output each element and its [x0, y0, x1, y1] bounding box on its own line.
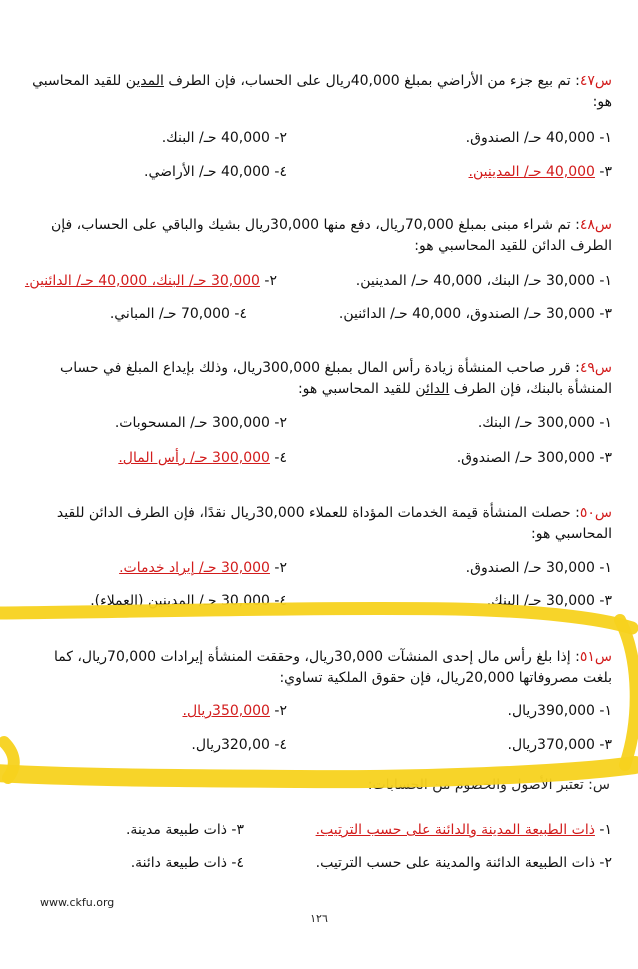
- answer-option-2: ٢- 40,000 حـ/ البنك.: [161, 130, 287, 146]
- answer-option-1: [316, 822, 612, 838]
- question-text-end: للقيد المحاسبي هو:: [32, 73, 612, 110]
- question-text-end: للقيد المحاسبي هو:: [297, 381, 416, 397]
- question-number: س٥١: [579, 649, 612, 665]
- answer-option-4: [118, 450, 287, 466]
- answer-option-4: ٤- 320,00ريال.: [191, 737, 287, 753]
- answer-row: [22, 273, 612, 295]
- answer-option-4: ٤- 40,000 حـ/ الأراضي.: [144, 164, 287, 180]
- question-number: س٤٨: [579, 217, 612, 233]
- answer-row: [22, 703, 612, 725]
- question-number: س٤٩: [579, 360, 612, 376]
- answer-option-1: ١- 300,000 حـ/ البنك.: [477, 415, 612, 431]
- correct-answer: 40,000 حـ/ المدينين.: [468, 164, 595, 180]
- answer-row: [22, 737, 612, 759]
- option-prefix: ١-: [594, 822, 612, 838]
- question-48: [22, 215, 612, 257]
- correct-answer: 300,000 حـ/ رأس المال.: [118, 450, 270, 466]
- answer-option-3: ٣- 30,000 حـ/ الصندوق، 40,000 حـ/ الدائنين.: [338, 306, 612, 322]
- answer-option-1: ١- 40,000 حـ/ الصندوق.: [465, 130, 612, 146]
- footer-url: www.ckfu.org: [40, 896, 115, 909]
- correct-answer: 30,000 حـ/ البنك، 40,000 حـ/ الدائنين.: [24, 273, 260, 289]
- option-prefix: ٢-: [269, 703, 287, 719]
- question-number: س٥٠: [579, 505, 612, 521]
- question-49: [22, 358, 612, 400]
- answer-row: [22, 306, 612, 328]
- question-51: [22, 647, 612, 689]
- question-text: : قرر صاحب المنشأة زيادة رأس المال بمبلغ 300,000ريال، وذلك بإيداع المبلغ في حساب المنشأة بالبنك، فإن الطرف: [60, 360, 612, 397]
- question-50: [22, 503, 612, 545]
- answer-option-1: ١- 30,000 حـ/ الصندوق.: [465, 560, 612, 576]
- highlight-stroke-left: [4, 742, 14, 778]
- question-text: س: تعتبر الأصول والخصوم من الحسابات:: [367, 777, 610, 793]
- question-keyword: المدين: [125, 73, 164, 89]
- question-47: [22, 71, 612, 113]
- option-prefix: ٢-: [269, 560, 287, 576]
- question-text: : تم بيع جزء من الأراضي بمبلغ 40,000ريال على الحساب، فإن الطرف: [163, 73, 580, 89]
- correct-answer: 350,000ريال.: [182, 703, 270, 719]
- answer-row: [22, 415, 612, 437]
- answer-row: [22, 450, 612, 472]
- answer-option-2: [25, 273, 277, 289]
- answer-option-4: ٤- 70,000 حـ/ المباني.: [109, 306, 247, 322]
- answer-option-4: ٤- ذات طبيعة دائنة.: [130, 855, 244, 871]
- question-number: س٤٧: [579, 73, 612, 89]
- answer-option-3: [469, 164, 612, 180]
- option-prefix: ٤-: [269, 450, 287, 466]
- answer-option-1: ١- 390,000ريال.: [507, 703, 612, 719]
- question-text: : إذا بلغ رأس مال إحدى المنشآت 30,000ريال، وحققت المنشأة إيرادات 70,000ريال، كما بلغت مصروفاتها 20,000ريال، فإن حقوق الملكية تساوي:: [53, 649, 612, 686]
- correct-answer: ذات الطبيعة المدينة والدائنة على حسب الترتيب.: [315, 822, 595, 838]
- answer-row: [22, 593, 612, 615]
- question-keyword: الدائن: [415, 381, 450, 397]
- answer-option-2: [119, 560, 287, 576]
- answer-row: [22, 164, 612, 186]
- answer-option-3: ٣- ذات طبيعة مدينة.: [125, 822, 244, 838]
- answer-option-2: [183, 703, 288, 719]
- correct-answer: 30,000 حـ/ إيراد خدمات.: [119, 560, 270, 576]
- answer-row: [22, 855, 612, 877]
- answer-option-3: ٣- 300,000 حـ/ الصندوق.: [456, 450, 612, 466]
- answer-option-2: ٢- 300,000 حـ/ المسحوبات.: [114, 415, 287, 431]
- question-text: : تم شراء مبنى بمبلغ 70,000ريال، دفع منها 30,000ريال بشيك والباقي على الحساب، فإن الطرف الدائن للقيد المحاسبي هو:: [50, 217, 612, 254]
- question-text: : حصلت المنشأة قيمة الخدمات المؤداة للعملاء 30,000ريال نقدًا، فإن الطرف الدائن للقيد المحاسبي هو:: [56, 505, 612, 542]
- answer-option-2: ٢- ذات الطبيعة الدائنة والمدينة على حسب الترتيب.: [315, 855, 612, 871]
- answer-option-4: ٤- 30,000 حـ/ المدينين (العملاء).: [90, 593, 287, 609]
- highlight-stroke-right: [620, 620, 636, 765]
- option-prefix: ٢-: [259, 273, 277, 289]
- page-number: ١٢٦: [310, 912, 328, 925]
- answer-row: [22, 130, 612, 152]
- cut-off-question: [30, 777, 610, 806]
- answer-option-1: ١- 30,000 حـ/ البنك، 40,000 حـ/ المدينين.: [355, 273, 612, 289]
- answer-option-3: ٣- 30,000 حـ/ البنك.: [486, 593, 612, 609]
- answer-option-3: ٣- 370,000ريال.: [507, 737, 612, 753]
- option-prefix: ٣-: [594, 164, 612, 180]
- answer-row: [22, 560, 612, 582]
- answer-row: [22, 822, 612, 844]
